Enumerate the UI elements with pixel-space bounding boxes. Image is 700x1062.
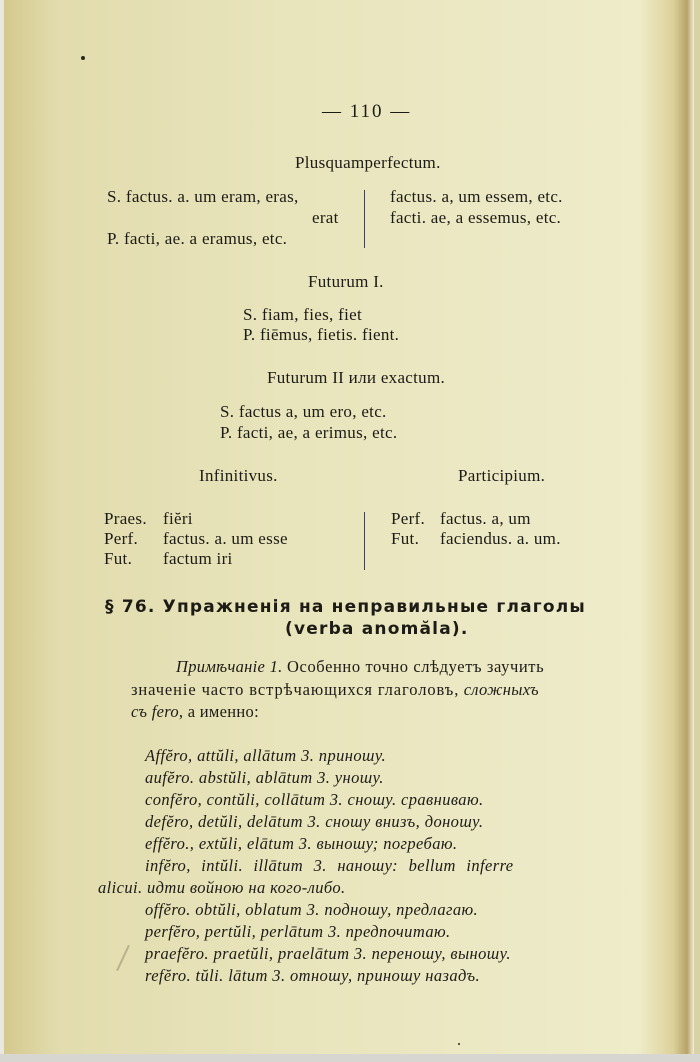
plusquam-right-line-2: facti. ae, a essemus, etc. (390, 208, 562, 227)
heading-plusquamperfectum: Plusquamperfectum. (295, 153, 441, 172)
plusquam-left-line-3: P. facti, ae. a eramus, etc. (107, 229, 288, 248)
futurum-2-line-1: S. factus a, um ero, etc. (220, 402, 387, 421)
note-line-2-text: значеніе часто встрѣчающихся глаголовъ, (131, 680, 460, 699)
futurum-1-line-1: S. fiam, fies, fiet (243, 305, 363, 324)
column-divider (364, 512, 365, 570)
plusquam-left-line-1: S. factus. a. um eram, eras, (107, 187, 299, 206)
participium-value-fut: faciendus. a. um. (440, 529, 561, 548)
speck (81, 56, 85, 60)
example-praefero: praefĕro. praetŭli, praelātum 3. переношу, выношу. (145, 944, 511, 963)
section-76-title-line-1: § 76. Упражненія на неправильные глаголы (105, 597, 586, 617)
example-afferro: Affĕro, attŭli, allātum 3. приношу. (145, 746, 387, 765)
plusquam-right-line-1: factus. a, um essem, etc. (390, 187, 563, 206)
futurum-1-line-2: P. fiēmus, fietis. fient. (243, 325, 400, 344)
participium-label-fut: Fut. (391, 529, 420, 548)
page-bottom-edge (0, 1054, 700, 1062)
infinitivus-label-fut: Fut. (104, 549, 133, 568)
infinitivus-label-perf: Perf. (104, 529, 139, 548)
page-number: — 110 — (322, 101, 412, 122)
example-perfero: perfĕro, pertŭli, perlātum 3. предпочитаю. (145, 922, 451, 941)
plusquam-left-line-2: erat (312, 208, 339, 227)
infinitivus-value-praes: fiĕri (163, 509, 193, 528)
infinitivus-label-praes: Praes. (104, 509, 147, 528)
note-line-1 (176, 657, 544, 677)
example-effero: effĕro., extŭli, elātum 3. выношу; погребаю. (145, 834, 458, 853)
note-line-3-text: , а именно: (178, 702, 259, 721)
note-line-3-italic: съ (131, 702, 148, 721)
note-line-3-latin: fero (151, 702, 179, 721)
futurum-2-line-2: P. facti, ae, a erimus, etc. (220, 423, 398, 442)
participium-label-perf: Perf. (391, 509, 426, 528)
note-line-2 (131, 680, 539, 700)
heading-infinitivus: Infinitivus. (199, 466, 278, 485)
heading-futurum-2: Futurum II или exactum. (267, 368, 446, 387)
example-infero-continued: alicui. идти войною на кого-либо. (98, 878, 346, 897)
column-divider (364, 190, 365, 248)
infinitivus-value-perf: factus. a. um esse (163, 529, 288, 548)
speck (458, 1043, 460, 1045)
heading-participium: Participium. (458, 466, 546, 485)
infinitivus-value-fut: factum iri (163, 549, 233, 568)
example-aufero: aufĕro. abstŭli, ablātum 3. уношу. (145, 768, 384, 787)
example-confero: confĕro, contŭli, collātum 3. сношу. сравниваю. (145, 790, 484, 809)
example-offero: offĕro. obtŭli, oblatum 3. подношу, предлагаю. (145, 900, 479, 919)
note-label: Примѣчаніе 1. (176, 657, 283, 676)
example-refero: refĕro. tŭli. lātum 3. отношу, приношу назадъ. (145, 966, 481, 985)
section-76-title-line-2: (verba anomăla). (285, 619, 469, 639)
example-defero: defĕro, detŭli, delātum 3. сношу внизъ, доношу. (145, 812, 484, 831)
note-line-2-italic: сложныхъ (463, 680, 539, 699)
note-line-3 (131, 702, 259, 722)
heading-futurum-1: Futurum I. (308, 272, 384, 291)
note-line-1-text: Особенно точно слѣдуетъ заучить (287, 657, 545, 676)
participium-value-perf: factus. a, um (440, 509, 531, 528)
example-infero: infĕro, intŭli. illātum 3. наношу: bellum inferre (145, 856, 514, 875)
